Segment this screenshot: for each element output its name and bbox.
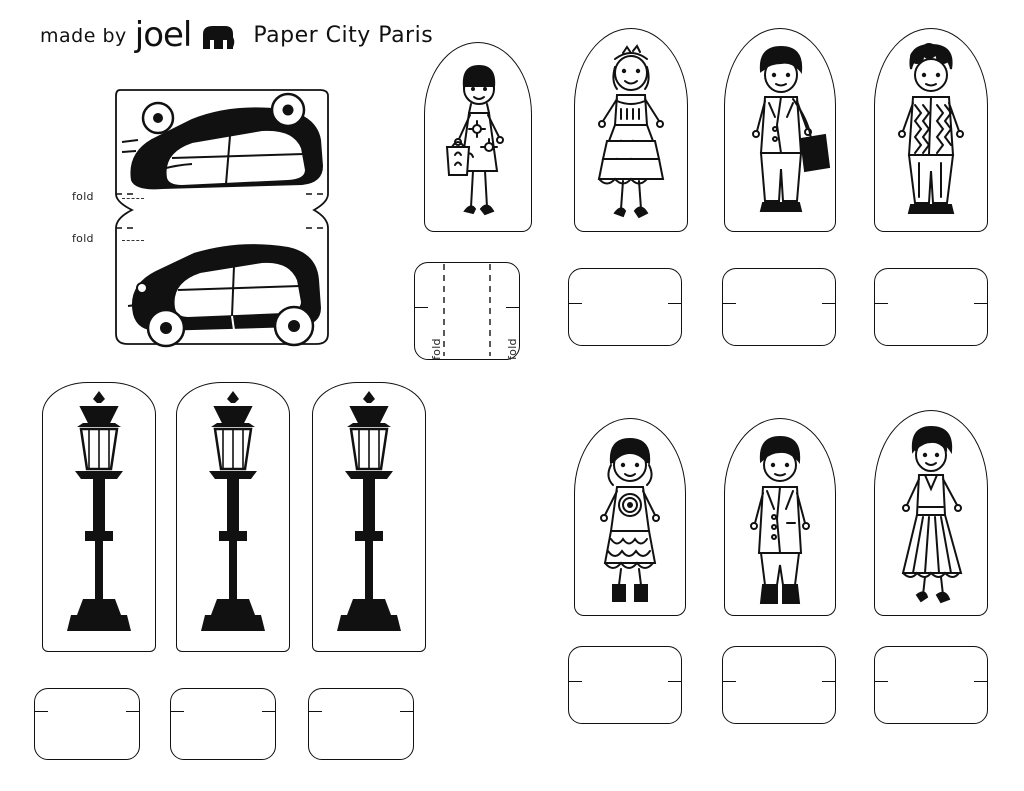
fold-tick: [170, 711, 184, 712]
brand-name: joel: [134, 15, 192, 55]
lamp-stand-2: [170, 688, 276, 760]
elephant-logo-icon: [201, 24, 235, 50]
car-fold-label-top: fold: [72, 190, 94, 203]
page-header: [40, 15, 434, 55]
fold-tick: [722, 681, 736, 682]
stand-fold-label-right: fold: [506, 338, 519, 360]
figure-stand-5: [568, 646, 682, 724]
figure-stand-3: [722, 268, 836, 346]
fold-tick: [262, 711, 276, 712]
fold-tick: [668, 681, 682, 682]
lamp-stand-1: [34, 688, 140, 760]
car-fold-dash-bottom: [122, 240, 144, 241]
stand-fold-label-left: fold: [430, 338, 443, 360]
street-lamp-1: [42, 382, 156, 652]
street-lamp-2: [176, 382, 290, 652]
brand-prefix: made by: [40, 25, 127, 47]
figure-girl-ruffle-dress: [574, 28, 688, 232]
figure-woman-pleated-skirt: [874, 410, 988, 616]
figure-stand-4: [874, 268, 988, 346]
fold-tick: [400, 711, 414, 712]
fold-tick: [974, 303, 988, 304]
figure-girl-with-handbag: [424, 42, 532, 232]
fold-tick: [822, 681, 836, 682]
figure-stand-2: [568, 268, 682, 346]
fold-tick: [568, 681, 582, 682]
fold-tick: [126, 711, 140, 712]
fold-tick: [722, 303, 736, 304]
figure-boy-with-shoulder-bag: [724, 28, 836, 232]
figure-stand-7: [874, 646, 988, 724]
fold-tick: [34, 711, 48, 712]
figure-girl-swirl-dress: [574, 418, 686, 616]
street-lamp-3: [312, 382, 426, 652]
fold-tick: [668, 303, 682, 304]
figure-boy-patterned-jacket: [874, 28, 988, 232]
car-fold-dash-top: [122, 198, 144, 199]
car-fold-label-bottom: fold: [72, 232, 94, 245]
fold-tick: [822, 303, 836, 304]
figure-stand-6: [722, 646, 836, 724]
car-cutout-panel: [108, 82, 336, 354]
fold-tick: [874, 303, 888, 304]
fold-tick: [308, 711, 322, 712]
fold-tick: [568, 303, 582, 304]
fold-tick: [874, 681, 888, 682]
fold-tick: [974, 681, 988, 682]
lamp-stand-3: [308, 688, 414, 760]
page-title: Paper City Paris: [253, 23, 434, 48]
figure-boy-long-coat: [724, 418, 836, 616]
